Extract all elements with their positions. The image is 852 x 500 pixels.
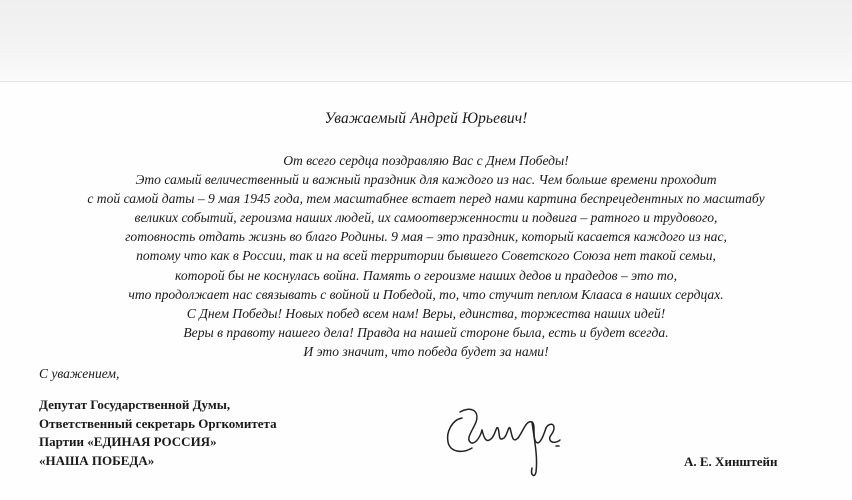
signer-title-line: «НАША ПОБЕДА» [39, 452, 155, 468]
signer-name: А. Е. Хинштейн [684, 454, 778, 469]
signer-title-block [39, 396, 277, 470]
letter-line: С Днем Победы! Новых побед всем нам! Веры, единства, торжества наших идей! [186, 305, 666, 321]
scan-shadow-band [0, 0, 852, 82]
letter-line: готовность отдать жизнь во благо Родины. 9 мая – это праздник, который касается каждого из нас, [125, 229, 727, 245]
letter-line: с той самой даты – 9 мая 1945 года, тем масштабнее встает перед нами картина беспрецедентных по масштабу [87, 191, 765, 207]
signer-title-line: Депутат Государственной Думы, [39, 397, 231, 412]
signer-title-line: Партии «ЕДИНАЯ РОССИЯ» [39, 434, 217, 450]
letter-greeting: Уважаемый Андрей Юрьевич! [324, 110, 528, 127]
letter-line: великих событий, героизма наших людей, их самоотверженности и подвига – ратного и трудового, [134, 210, 718, 226]
letter-line: И это значит, что победа будет за нами! [303, 343, 549, 359]
signer-title-line: Ответственный секретарь Оргкомитета [39, 415, 277, 431]
letter-line: потому что как в России, так и на всей территории бывшего Советского Союза нет такой семьи, [136, 248, 716, 264]
letter-line: Это самый величественный и важный праздник для каждого из нас. Чем больше времени проходит [135, 172, 717, 188]
letter-line: которой бы не коснулась война. Память о героизме наших дедов и прадедов – это то, [175, 267, 677, 283]
letter-line: От всего сердца поздравляю Вас с Днем Победы! [283, 153, 569, 168]
letter-line: что продолжает нас связывать с войной и Победой, то, что стучит пеплом Клааса в наших сердцах. [128, 286, 724, 302]
letter-line: Веры в правоту нашего дела! Правда на нашей стороне была, есть и будет всегда. [183, 324, 669, 340]
letter-body [20, 151, 832, 361]
handwritten-signature-icon [440, 398, 580, 478]
letter-closing: С уважением, [39, 366, 120, 381]
